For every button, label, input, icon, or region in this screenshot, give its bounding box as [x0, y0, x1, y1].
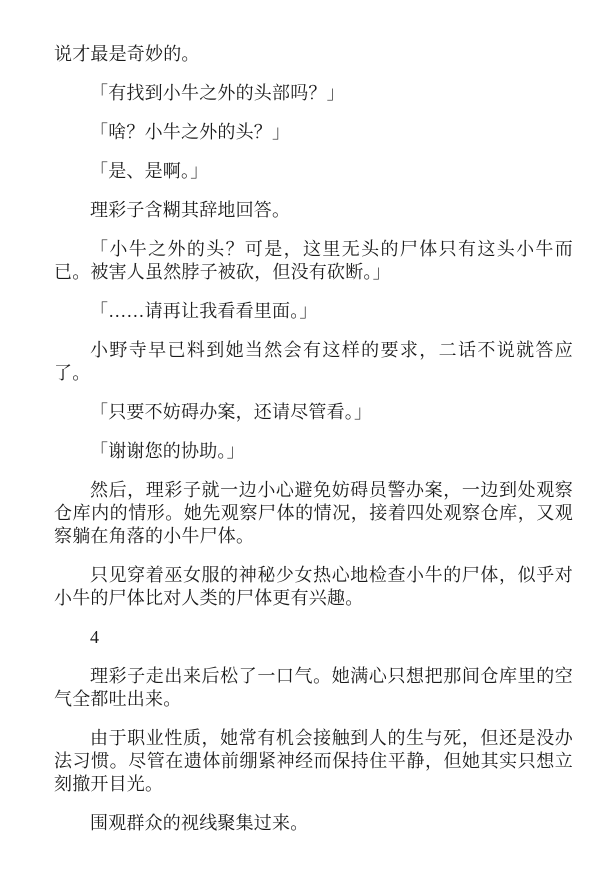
- paragraph: 由于职业性质，她常有机会接触到人的生与死，但还是没办法习惯。尽管在遗体前绷紧神经而保持住平静，但她其实只想立刻撤开目光。: [54, 728, 573, 794]
- dialogue-paragraph: 「……请再让我看看里面。」: [90, 301, 318, 321]
- dialogue-paragraph: 「是、是啊。」: [90, 161, 209, 181]
- section-number: 4: [90, 627, 100, 647]
- paragraph: 理彩子含糊其辞地回答。: [90, 200, 291, 220]
- paragraph: 说才最是奇妙的。: [54, 44, 200, 64]
- paragraph: 然后，理彩子就一边小心避免妨碍员警办案，一边到处观察仓库内的情形。她先观察尸体的情况，接着四处观察仓库，又观察躺在角落的小牛尸体。: [54, 480, 573, 546]
- dialogue-paragraph: 「小牛之外的头？可是，这里无头的尸体只有这头小牛而已。被害人虽然脖子被砍，但没有砍断。」: [54, 239, 573, 282]
- paragraph: 理彩子走出来后松了一口气。她满心只想把那间仓库里的空气全都吐出来。: [54, 666, 573, 709]
- dialogue-paragraph: 「啥？小牛之外的头？」: [90, 122, 291, 142]
- paragraph: 只见穿着巫女服的神秘少女热心地检查小牛的尸体，似乎对小牛的尸体比对人类的尸体更有兴趣。: [54, 565, 573, 608]
- dialogue-paragraph: 「有找到小牛之外的头部吗？」: [90, 83, 345, 103]
- dialogue-paragraph: 「只要不妨碍办案，还请尽管看。」: [90, 402, 373, 422]
- dialogue-paragraph: 「谢谢您的协助。」: [90, 441, 245, 461]
- paragraph: 小野寺早已料到她当然会有这样的要求，二话不说就答应了。: [54, 340, 573, 383]
- paragraph: 围观群众的视线聚集过来。: [90, 813, 309, 833]
